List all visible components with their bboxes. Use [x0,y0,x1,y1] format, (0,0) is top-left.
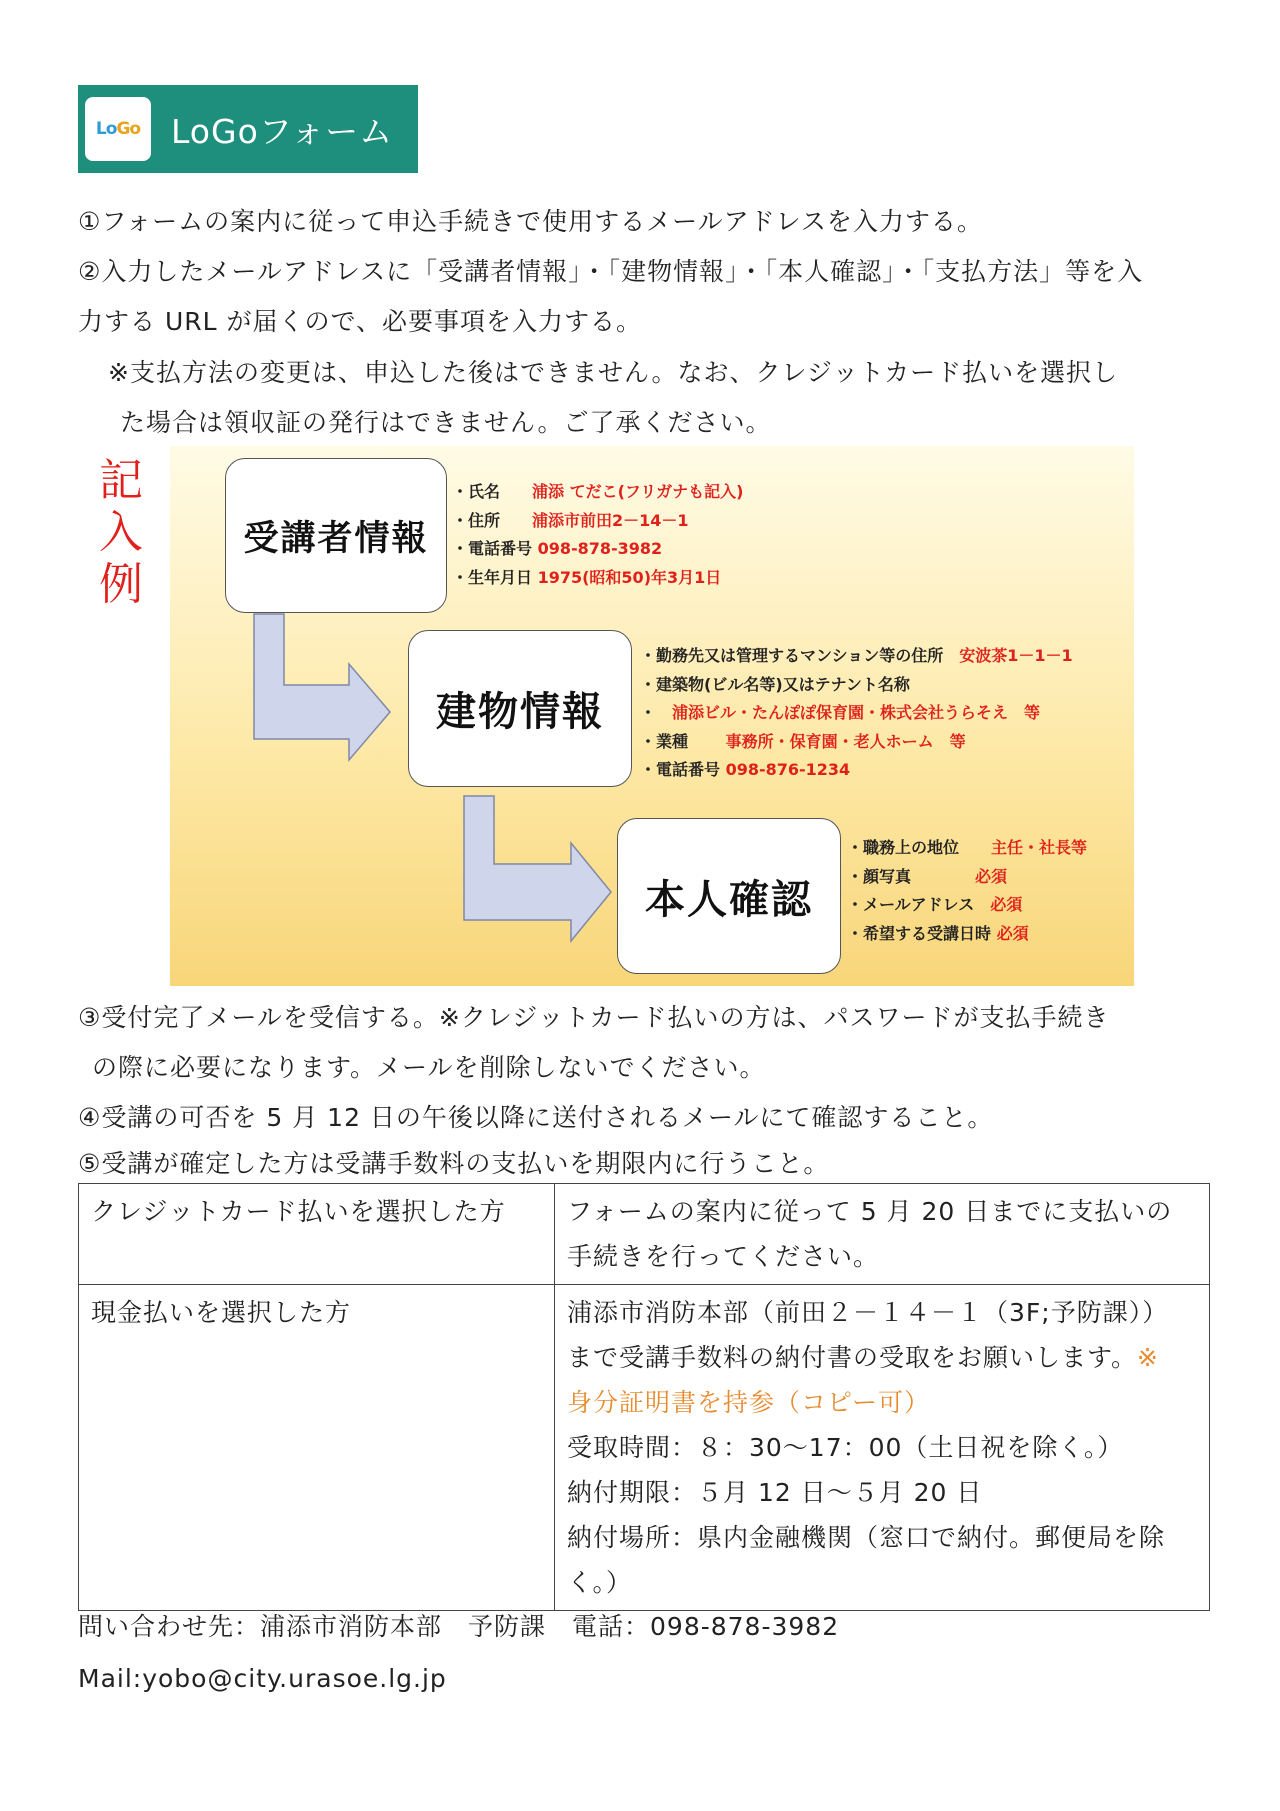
attendee-field-address: ・住所 浦添市前田2－14－1 [452,510,689,530]
contact-info: 問い合わせ先：浦添市消防本部 予防課 電話：098-878-3982 [78,1612,840,1641]
building-field-phone: ・電話番号 098-876-1234 [640,760,851,779]
attendee-field-name: ・氏名 浦添 てだこ(フリガナも記入) [452,482,744,501]
step-3-line-1: ③受付完了メールを受信する。※クレジットカード払いの方は、パスワードが支払手続き [78,1003,1110,1032]
building-field-industry: ・業種 事務所・保育園・老人ホーム 等 [640,731,966,751]
step-5: ⑤受講が確定した方は受講手数料の支払いを期限内に行うこと。 [78,1149,830,1178]
box-identity-check: 本人確認 [617,818,841,974]
logo-form-banner [78,85,418,173]
attendee-field-birthdate: ・生年月日 1975(昭和50)年3月1日 [452,567,722,587]
attendee-field-phone: ・電話番号 098-878-3982 [452,539,663,558]
building-info-fields [640,642,1073,785]
attendee-info-fields [452,478,743,592]
identity-field-schedule: ・希望する受講日時 必須 [847,923,1029,943]
payment-methods-table [78,1183,1210,1611]
step-4: ④受講の可否を 5 月 12 日の午後以降に送付されるメールにて確認すること。 [78,1103,994,1132]
id-document-note: 身分証明書を持参（コピー可） [567,1388,931,1417]
step-1: ①フォームの案内に従って申込手続きで使用するメールアドレスを入力する。 [78,207,983,236]
building-field-address: ・勤務先又は管理するマンション等の住所 安波茶1－1－1 [640,646,1073,665]
identity-field-email: ・メールアドレス 必須 [847,895,1023,914]
entry-example-diagram [170,446,1134,986]
example-label: 記 入 例 [99,455,143,610]
logo-icon: Lo Go [85,97,151,161]
box-building-info: 建物情報 [408,630,632,787]
table-row [79,1285,1210,1611]
contact-mail: Mail:yobo@city.urasoe.lg.jp [78,1664,447,1693]
payment-detail-cash: 浦添市消防本部（前田２－１４－１（3F;予防課）） まで受講手数料の納付書の受取をお願いします。※ 身分証明書を持参（コピー可） 受取時間：８：30～17：00（土日祝を除く。） 納付期限：５月 12 日～５月 20 日 納付場所：県内金融機関（窓口で納付。郵便局を除 く。） [555,1285,1210,1611]
box-attendee-info: 受講者情報 [225,458,447,613]
payment-detail-credit: フォームの案内に従って 5 月 20 日までに支払いの 手続きを行ってください。 [555,1184,1210,1285]
payment-method-cash: 現金払いを選択した方 [79,1285,555,1611]
step-3-line-2: の際に必要になります。メールを削除しないでください。 [92,1053,766,1082]
step-2-line-1: ②入力したメールアドレスに「受講者情報」・「建物情報」・「本人確認」・「支払方法」等を入 [78,257,1144,286]
identity-field-photo: ・顔写真 必須 [847,866,1008,886]
flow-arrow-2 [464,796,611,941]
building-field-name: ・建築物(ビル名等)又はテナント名称 [640,674,910,694]
identity-field-position: ・職務上の地位 主任・社長等 [847,838,1088,857]
building-field-name-example: ・ 浦添ビル・たんぽぽ保育園・株式会社うらそえ 等 [640,703,1041,722]
identity-check-fields [847,834,1087,948]
step-2-line-2: 力する URL が届くので、必要事項を入力する。 [78,307,642,336]
note-line-2: た場合は領収証の発行はできません。ご了承ください。 [120,408,772,437]
note-line-1: ※支払方法の変更は、申込した後はできません。なお、クレジットカード払いを選択し [108,358,1119,387]
flow-arrow-1 [254,614,390,760]
payment-method-credit: クレジットカード払いを選択した方 [79,1184,555,1285]
table-row [79,1184,1210,1285]
logo-text: LoGoフォーム [171,111,394,151]
